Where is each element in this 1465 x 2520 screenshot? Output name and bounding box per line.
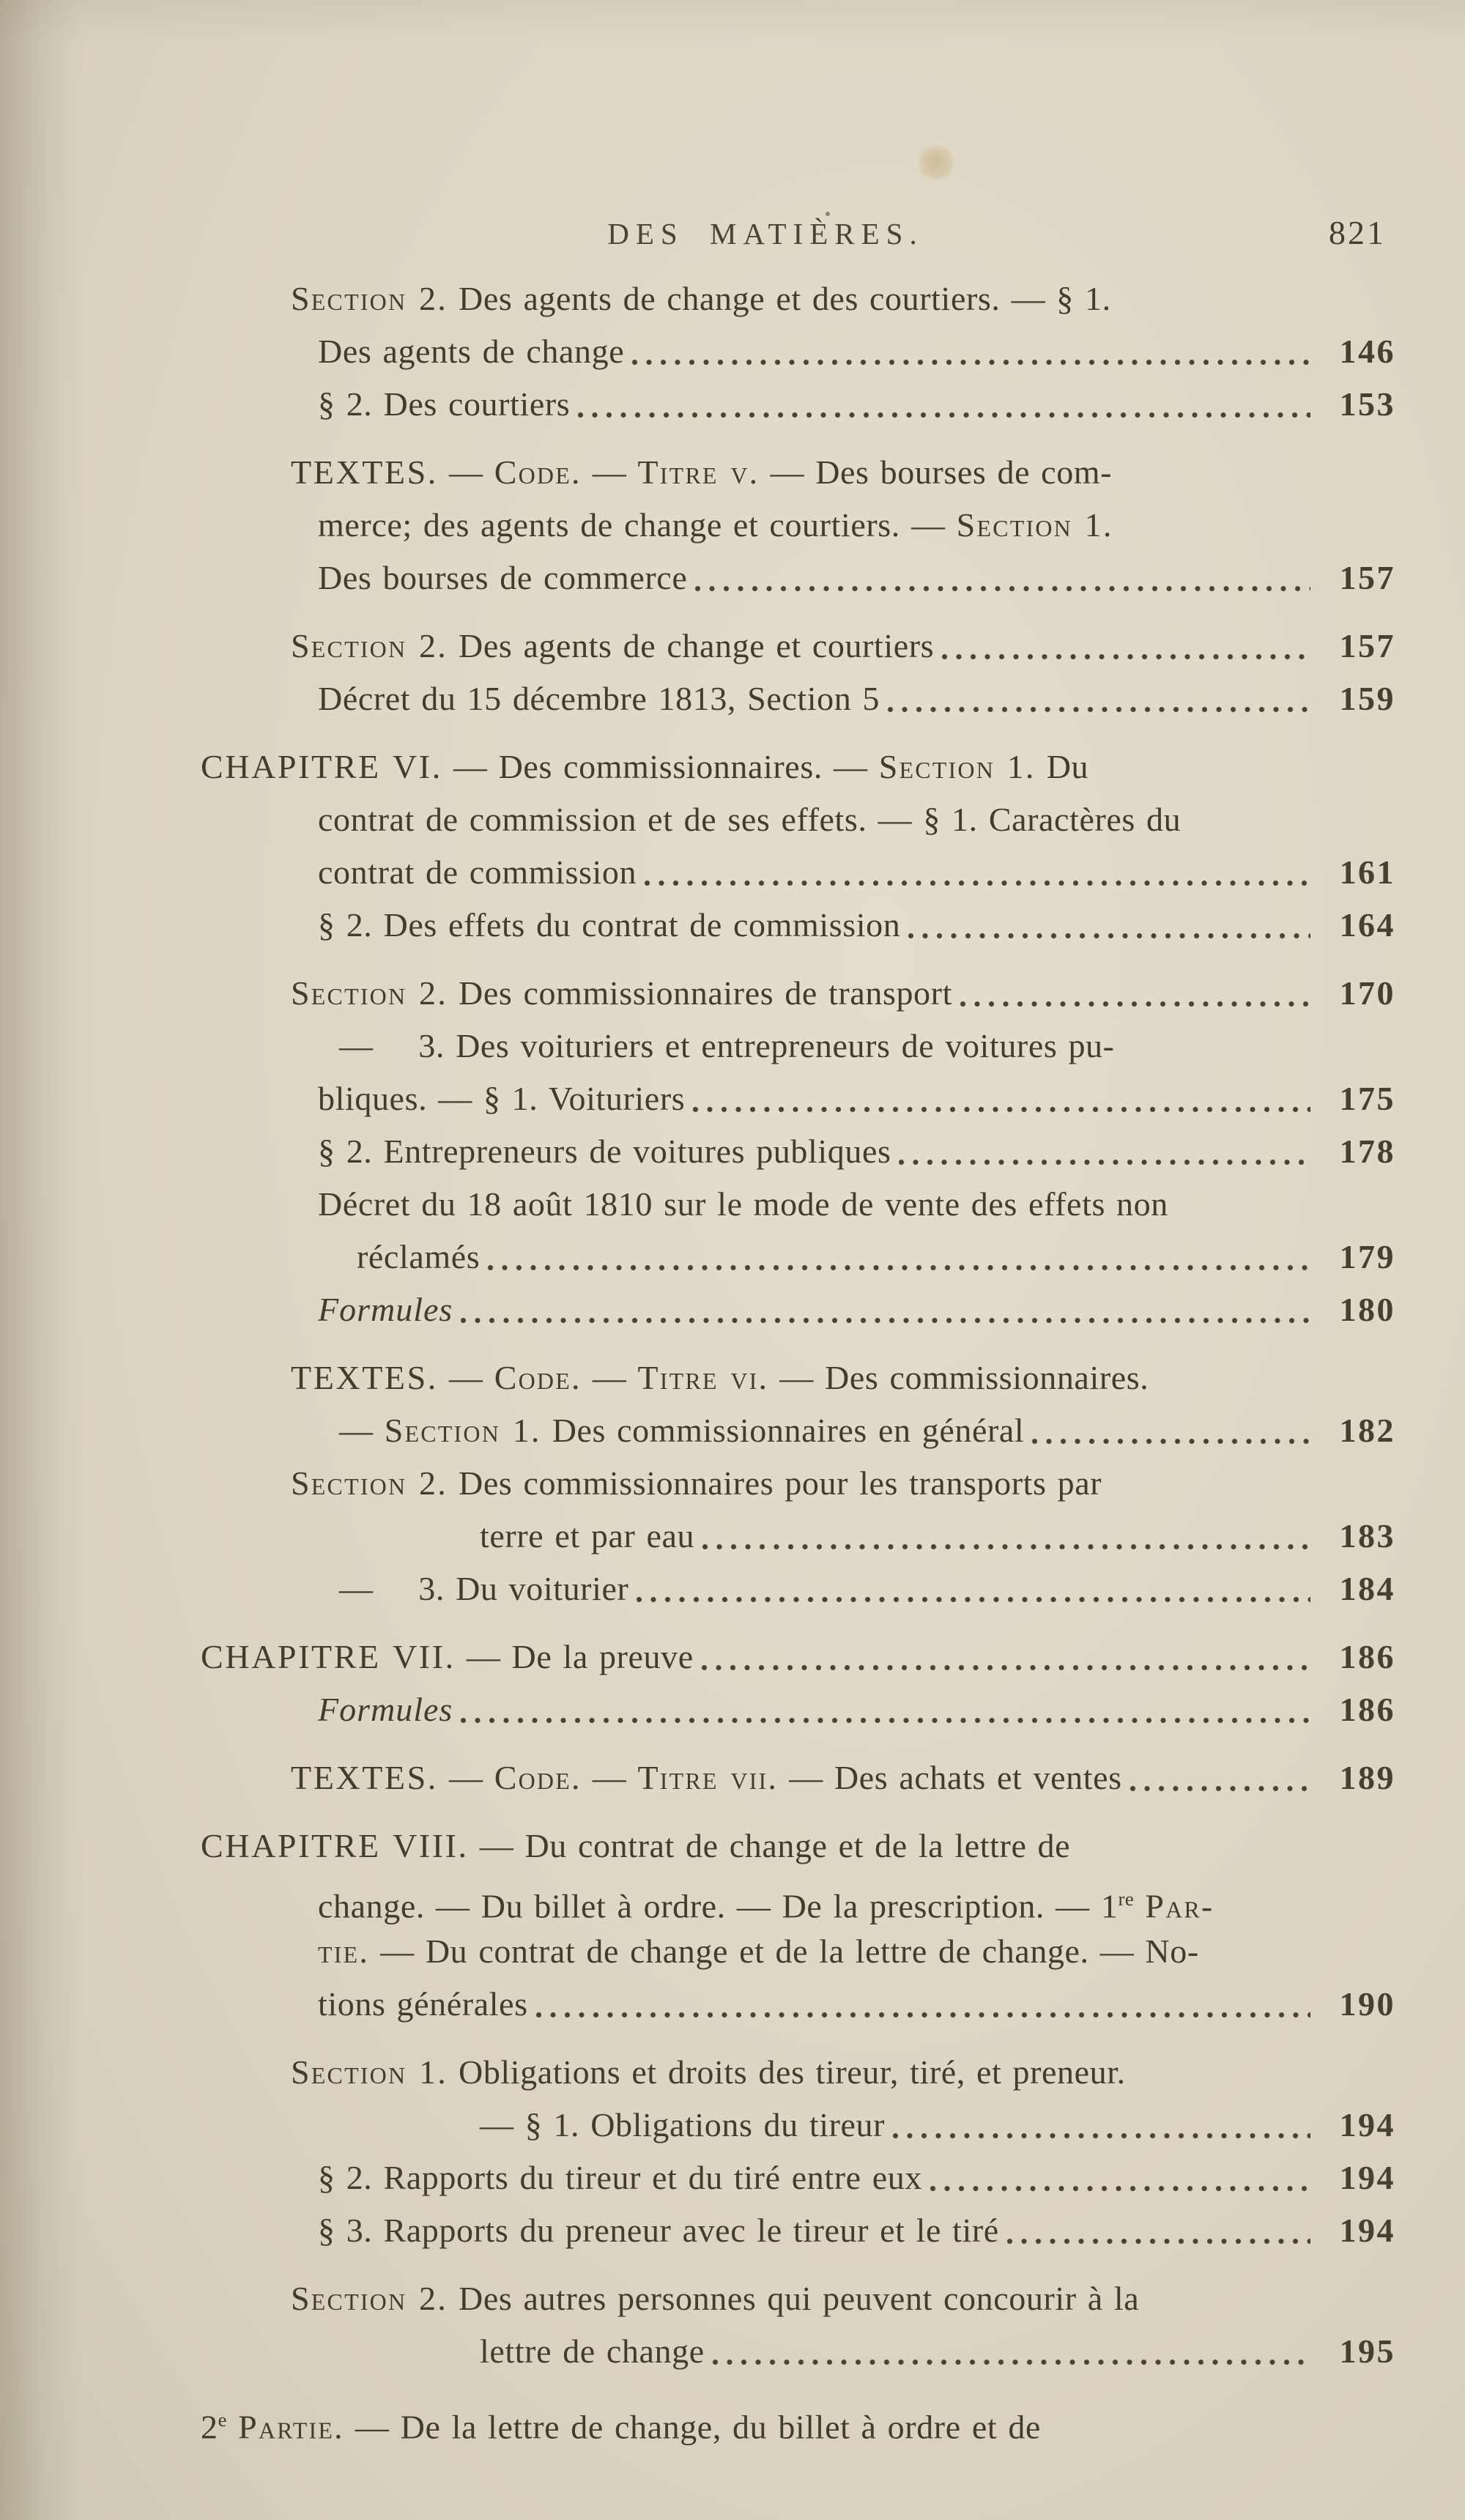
toc-page-number: 194 <box>1339 2106 1395 2143</box>
toc-group <box>0 2046 1465 2257</box>
toc-line <box>291 1457 1395 1510</box>
toc-line-text: terre et par eau <box>480 1517 695 1554</box>
toc-line <box>201 741 1395 793</box>
toc-line <box>291 1752 1395 1804</box>
dot-leader <box>898 1159 1310 1166</box>
toc-line <box>318 2152 1395 2204</box>
toc-line-text: § 3. Rapports du preneur avec le tireur et le tiré <box>318 2212 999 2249</box>
toc-line-text: CHAPITRE VI. — Des commissionnaires. — Section 1. Du <box>201 748 1089 785</box>
table-of-contents <box>0 273 1465 2446</box>
toc-line-text: Décret du 18 août 1810 sur le mode de vente des effets non <box>318 1185 1168 1223</box>
dot-leader <box>1130 1785 1310 1792</box>
toc-page-number: 146 <box>1339 333 1395 370</box>
toc-page-number: 178 <box>1339 1133 1395 1170</box>
toc-page-number: 170 <box>1339 974 1395 1012</box>
toc-line <box>318 499 1395 552</box>
toc-line-text: contrat de commission <box>318 853 637 891</box>
toc-line <box>318 1072 1395 1125</box>
toc-line <box>291 2046 1395 2099</box>
toc-page-number: 186 <box>1339 1691 1395 1728</box>
toc-group <box>0 2393 1465 2446</box>
toc-page-number: 180 <box>1339 1291 1395 1328</box>
toc-page-number: 157 <box>1339 559 1395 596</box>
dot-leader <box>694 585 1310 592</box>
dot-leader <box>577 412 1310 418</box>
toc-line-text: CHAPITRE VIII. — Du contrat de change et de la lettre de <box>201 1827 1071 1864</box>
toc-page-number: 186 <box>1339 1638 1395 1675</box>
dot-leader <box>692 1106 1310 1113</box>
dot-leader <box>487 1264 1310 1271</box>
toc-group <box>0 273 1465 431</box>
toc-line <box>480 1510 1395 1563</box>
toc-line-text: CHAPITRE VII. — De la preuve <box>201 1638 694 1675</box>
toc-line-text: réclamés <box>357 1238 481 1275</box>
toc-line-text: — 3. Des voituriers et entrepreneurs de voitures pu- <box>339 1027 1115 1064</box>
toc-line-text: § 2. Des courtiers <box>318 385 571 423</box>
toc-line <box>480 2325 1395 2378</box>
dot-leader <box>636 1596 1310 1603</box>
dot-leader <box>460 1317 1310 1324</box>
toc-line <box>291 967 1395 1020</box>
toc-page-number: 159 <box>1339 680 1395 717</box>
dot-leader <box>941 653 1310 660</box>
toc-page-number: 195 <box>1339 2332 1395 2370</box>
toc-line <box>291 1352 1395 1404</box>
toc-line <box>357 1231 1395 1283</box>
dot-leader <box>460 1717 1310 1724</box>
dot-leader <box>535 2012 1310 2018</box>
toc-page-number: 153 <box>1339 385 1395 423</box>
toc-line-text: — 3. Du voiturier <box>339 1570 629 1607</box>
dot-leader <box>702 1544 1310 1550</box>
toc-line-text: 2e Partie. — De la lettre de change, du billet à ordre et de <box>201 2408 1041 2446</box>
toc-line <box>318 1925 1395 1978</box>
toc-line-text: lettre de change <box>480 2332 705 2370</box>
toc-line-text: § 2. Rapports du tireur et du tiré entre eux <box>318 2159 922 2196</box>
toc-line-text: Décret du 15 décembre 1813, Section 5 <box>318 680 880 717</box>
toc-group <box>0 967 1465 1336</box>
toc-line-text: Section 2. Des autres personnes qui peuvent concourir à la <box>291 2280 1140 2317</box>
toc-group <box>0 741 1465 952</box>
toc-line-text: bliques. — § 1. Voituriers <box>318 1080 686 1117</box>
toc-group <box>0 446 1465 604</box>
toc-page-number: 183 <box>1339 1517 1395 1554</box>
toc-line <box>339 1020 1395 1072</box>
toc-group <box>0 1820 1465 2031</box>
toc-line <box>318 1978 1395 2031</box>
dot-leader <box>644 880 1310 886</box>
toc-line <box>318 1683 1395 1736</box>
toc-line <box>318 1178 1395 1231</box>
toc-group <box>0 1352 1465 1615</box>
toc-line-text: Section 2. Des agents de change et courtiers <box>291 627 935 664</box>
dot-leader <box>701 1664 1310 1671</box>
toc-line <box>318 552 1395 604</box>
toc-line-text: tions générales <box>318 1985 528 2023</box>
dot-leader <box>892 2132 1310 2139</box>
toc-line-text: — § 1. Obligations du tireur <box>480 2106 886 2143</box>
toc-line <box>291 2272 1395 2325</box>
toc-line <box>201 2393 1395 2446</box>
toc-line-text: Des bourses de commerce <box>318 559 688 596</box>
toc-line-text: tie. — Du contrat de change et de la lettre de change. — No- <box>318 1932 1199 1970</box>
toc-page-number: 175 <box>1339 1080 1395 1117</box>
toc-page-number: 184 <box>1339 1570 1395 1607</box>
toc-line-text: Section 1. Obligations et droits des tireur, tiré, et preneur. <box>291 2053 1126 2091</box>
toc-line <box>318 1872 1395 1925</box>
dot-leader <box>960 1001 1310 1007</box>
toc-line-text: Formules <box>318 1291 453 1328</box>
toc-line <box>291 273 1395 325</box>
toc-line-text: Section 2. Des commissionnaires pour les transports par <box>291 1464 1102 1502</box>
toc-page-number: 157 <box>1339 627 1395 664</box>
toc-line <box>318 1283 1395 1336</box>
toc-line-text: Section 2. Des agents de change et des courtiers. — § 1. <box>291 280 1111 317</box>
toc-page-number: 194 <box>1339 2159 1395 2196</box>
toc-line <box>318 793 1395 846</box>
dot-leader <box>712 2359 1310 2365</box>
toc-group <box>0 620 1465 725</box>
toc-line-text: contrat de commission et de ses effets. — § 1. Caractères du <box>318 801 1182 838</box>
toc-line <box>318 2204 1395 2257</box>
toc-line-text: merce; des agents de change et courtiers. — Section 1. <box>318 506 1113 544</box>
toc-line <box>201 1820 1395 1872</box>
toc-line-text: Des agents de change <box>318 333 625 370</box>
toc-line-text: Formules <box>318 1691 453 1728</box>
toc-group <box>0 1631 1465 1736</box>
running-head-page-number: 821 <box>1329 214 1386 251</box>
toc-page-number: 182 <box>1339 1412 1395 1449</box>
toc-line <box>318 378 1395 431</box>
toc-line-text: TEXTES. — Code. — Titre v. — Des bourses de com- <box>291 453 1113 491</box>
dot-leader <box>887 706 1310 713</box>
toc-line <box>291 446 1395 499</box>
dot-leader <box>1006 2238 1310 2245</box>
page-top-edge-shadow <box>0 0 1465 44</box>
toc-line-text: TEXTES. — Code. — Titre vi. — Des commissionnaires. <box>291 1359 1149 1396</box>
dot-leader <box>631 359 1310 366</box>
toc-line <box>318 846 1395 899</box>
running-head-title: DES MATIÈRES. <box>607 217 924 251</box>
paper-stain <box>917 145 955 180</box>
toc-page-number: 194 <box>1339 2212 1395 2249</box>
toc-page-number: 190 <box>1339 1985 1395 2023</box>
toc-line-text: Section 2. Des commissionnaires de transport <box>291 974 952 1012</box>
toc-group <box>0 1752 1465 1804</box>
toc-line <box>318 672 1395 725</box>
toc-line <box>318 325 1395 378</box>
toc-line <box>201 1631 1395 1683</box>
toc-line-text: TEXTES. — Code. — Titre vii. — Des achats et ventes <box>291 1759 1122 1796</box>
dot-leader <box>1031 1438 1310 1445</box>
dot-leader <box>908 933 1310 939</box>
toc-page-number: 179 <box>1339 1238 1395 1275</box>
toc-line-text: change. — Du billet à ordre. — De la prescription. — 1re Par- <box>318 1887 1214 1925</box>
toc-page-number: 161 <box>1339 853 1395 891</box>
toc-line <box>318 1125 1395 1178</box>
toc-line <box>318 899 1395 952</box>
toc-line-text: — Section 1. Des commissionnaires en général <box>339 1412 1025 1449</box>
toc-group <box>0 2272 1465 2378</box>
dot-leader <box>930 2185 1310 2192</box>
toc-line <box>339 1404 1395 1457</box>
toc-page-number: 164 <box>1339 906 1395 944</box>
toc-page-number: 189 <box>1339 1759 1395 1796</box>
toc-line-text: § 2. Entrepreneurs de voitures publiques <box>318 1133 891 1170</box>
toc-line <box>291 620 1395 672</box>
toc-line-text: § 2. Des effets du contrat de commission <box>318 906 901 944</box>
toc-line <box>480 2099 1395 2152</box>
toc-line <box>339 1563 1395 1615</box>
